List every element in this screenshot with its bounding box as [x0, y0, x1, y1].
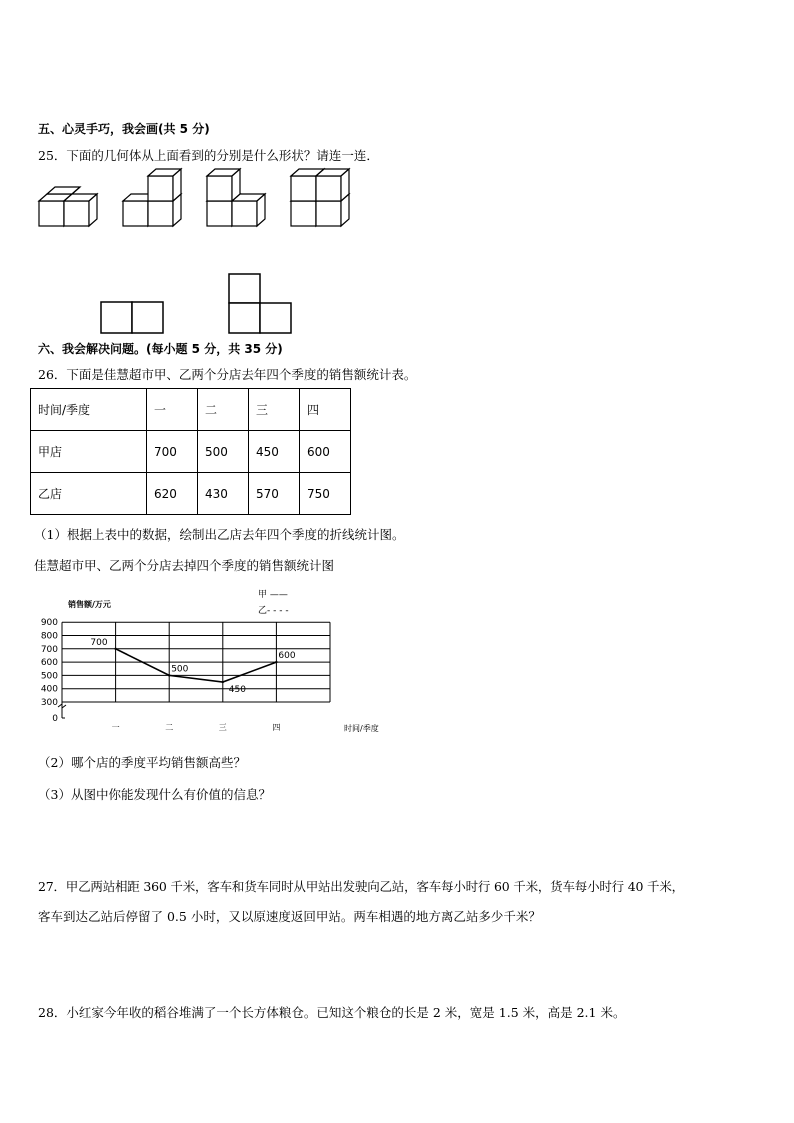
solid-figure-4	[291, 169, 349, 226]
x-tick-label: 二	[165, 723, 174, 732]
x-tick-label: 三	[218, 723, 227, 732]
sales-table	[30, 388, 351, 515]
axis-break	[58, 704, 66, 708]
solid-figure-2	[123, 169, 181, 226]
top-view-two-squares	[101, 302, 163, 333]
data-label: 600	[278, 651, 296, 662]
question-26-3: （3）从图中你能发现什么有价值的信息？	[38, 787, 271, 802]
y-tick-label: 900	[40, 618, 58, 629]
table-row	[31, 473, 351, 515]
table-header-cell: 三	[249, 389, 300, 431]
x-axis-label: 时间/季度	[344, 724, 379, 733]
question-27-line1: 27．甲乙两站相距 360 千米，客车和货车同时从甲站出发驶向乙站，客车每小时行 60 千米，货车每小时行 40 千米，	[38, 879, 684, 894]
table-header-cell: 四	[300, 389, 351, 431]
table-cell: 500	[198, 431, 249, 473]
data-label: 500	[171, 664, 189, 675]
x-tick-label: 四	[272, 723, 281, 732]
table-header-cell: 时间/季度	[31, 389, 147, 431]
data-point	[114, 648, 116, 650]
data-point	[168, 674, 170, 676]
table-header-row	[31, 389, 351, 431]
data-label: 700	[90, 637, 108, 648]
solid-figure-3	[207, 169, 265, 226]
y-tick-label: 400	[40, 684, 58, 695]
section5-heading: 五、心灵手巧，我会画(共 5 分)	[38, 122, 210, 136]
table-cell: 570	[249, 473, 300, 515]
y-tick-label: 500	[40, 671, 58, 682]
y-tick-label: 800	[40, 631, 58, 642]
data-point	[275, 661, 277, 663]
table-cell: 750	[300, 473, 351, 515]
table-cell: 620	[147, 473, 198, 515]
solid-figure-1	[39, 187, 97, 226]
data-label: 450	[228, 685, 246, 696]
top-view-l-shape	[229, 274, 291, 333]
question-27-line2: 客车到达乙站后停留了 0.5 小时，又以原速度返回甲站。两车相遇的地方离乙站多少千米？	[38, 909, 541, 924]
data-point	[222, 681, 224, 683]
series-line-甲	[116, 649, 277, 682]
table-cell: 700	[147, 431, 198, 473]
legend-item: 乙- - - -	[258, 606, 289, 616]
legend-item: 甲 ——	[258, 590, 288, 600]
question-26-2: （2）哪个店的季度平均销售额高些？	[38, 755, 246, 770]
question-25: 25．下面的几何体从上面看到的分别是什么形状？请连一连．	[38, 148, 379, 163]
y-axis-label: 销售额/万元	[68, 600, 111, 609]
question-26: 26．下面是佳慧超市甲、乙两个分店去年四个季度的销售额统计表。	[38, 367, 417, 382]
line-chart	[30, 585, 379, 740]
y-tick-label: 0	[52, 714, 58, 724]
y-tick-label: 300	[40, 698, 58, 708]
table-cell: 430	[198, 473, 249, 515]
question-26-1: （1）根据上表中的数据，绘制出乙店去年四个季度的折线统计图。	[34, 527, 405, 542]
chart-caption: 佳慧超市甲、乙两个分店去掉四个季度的销售额统计图	[34, 558, 335, 573]
top-view-shapes	[95, 270, 300, 338]
table-cell: 450	[249, 431, 300, 473]
table-cell: 乙店	[31, 473, 147, 515]
section6-heading: 六、我会解决问题。(每小题 5 分，共 35 分)	[38, 342, 283, 356]
table-cell: 甲店	[31, 431, 147, 473]
y-tick-label: 700	[40, 644, 58, 655]
x-tick-label: 一	[111, 723, 120, 732]
table-header-cell: 一	[147, 389, 198, 431]
question-28: 28．小红家今年收的稻谷堆满了一个长方体粮仓。已知这个粮仓的长是 2 米，宽是 1.5 米，高是 2.1 米。	[38, 1005, 626, 1020]
table-header-cell: 二	[198, 389, 249, 431]
table-cell: 600	[300, 431, 351, 473]
table-row	[31, 431, 351, 473]
y-tick-label: 600	[40, 658, 58, 669]
cube-figures	[30, 165, 370, 235]
